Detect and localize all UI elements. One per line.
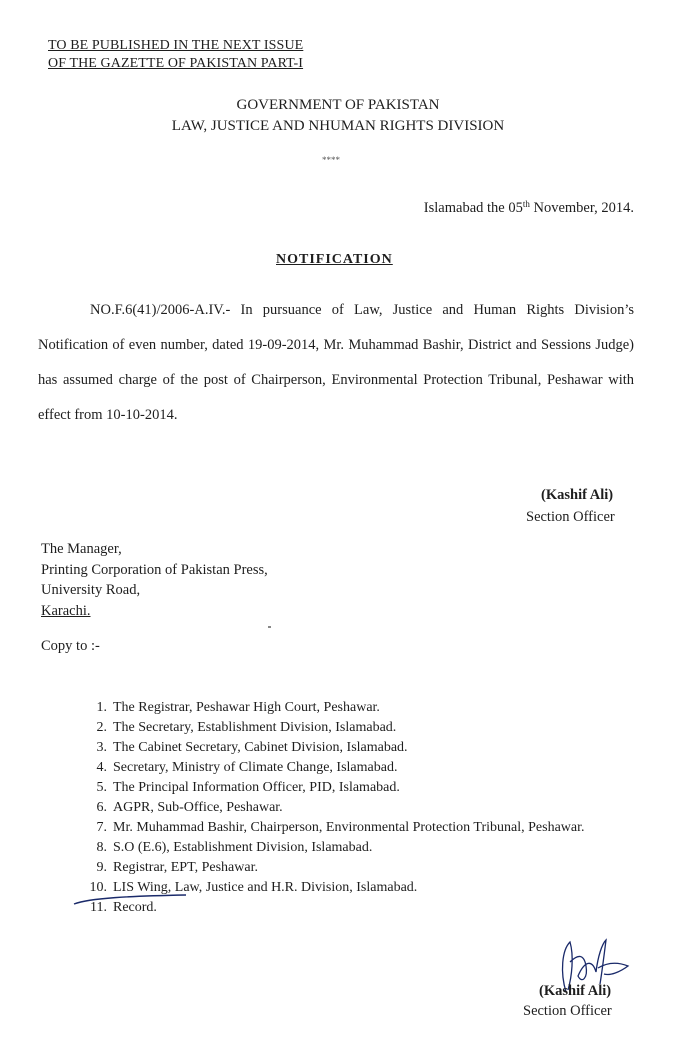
notification-text: In pursuance of Law, Justice and Human Rights Division’s Notification of even number, dated 19-09-2014, Mr. Muhammad Bashir, District and Sessions Judge) has assumed charge of the post of Chairperson, Environmental Protection Tribunal, Peshawar with effect from 10-10-2014. <box>38 302 634 423</box>
copy-list <box>86 698 638 918</box>
list-number: 11. <box>90 900 107 915</box>
list-number: 2. <box>96 720 107 735</box>
list-item <box>86 718 638 738</box>
signatory-name-top: (Kashif Ali) <box>541 487 614 503</box>
list-number: 6. <box>96 800 107 815</box>
list-number: 7. <box>96 820 107 835</box>
issue-date <box>424 199 634 217</box>
list-number: 3. <box>96 740 107 755</box>
list-text: The Cabinet Secretary, Cabinet Division, Islamabad. <box>113 740 408 755</box>
list-text: The Principal Information Officer, PID, Islamabad. <box>113 780 400 795</box>
separator-stars: **** <box>322 155 340 165</box>
list-item <box>86 738 638 758</box>
division-title: LAW, JUSTICE AND NHUMAN RIGHTS DIVISION <box>171 118 505 134</box>
signatory-title-top: Section Officer <box>526 509 615 525</box>
gazette-header-line2: OF THE GAZETTE OF PAKISTAN PART-I <box>48 56 304 71</box>
list-number: 10. <box>89 880 107 895</box>
list-number: 5. <box>96 780 107 795</box>
list-text: Record. <box>113 900 157 915</box>
notification-title: NOTIFICATION <box>276 252 393 267</box>
government-title: GOVERNMENT OF PAKISTAN <box>236 97 440 113</box>
list-item <box>86 698 638 718</box>
address-line: University Road, <box>41 582 141 598</box>
address-line: The Manager, <box>41 541 122 557</box>
list-text: The Secretary, Establishment Division, Islamabad. <box>113 720 397 735</box>
scan-speck <box>268 626 271 628</box>
list-item <box>86 818 638 838</box>
list-text: AGPR, Sub-Office, Peshawar. <box>113 800 283 815</box>
pen-underline-mark <box>70 892 190 908</box>
date-suffix: th <box>522 199 530 209</box>
notification-ref: NO.F.6(41)/2006-A.IV.- <box>90 302 231 318</box>
pen-stroke <box>74 895 186 904</box>
list-text: Registrar, EPT, Peshawar. <box>113 860 258 875</box>
list-text: Secretary, Ministry of Climate Change, Islamabad. <box>113 760 398 775</box>
list-text: The Registrar, Peshawar High Court, Peshawar. <box>113 700 380 715</box>
signatory-title-bottom: Section Officer <box>523 1003 612 1019</box>
address-line: Printing Corporation of Pakistan Press, <box>41 562 268 578</box>
list-item <box>86 798 638 818</box>
copy-to-label: Copy to :- <box>41 638 100 654</box>
list-number: 8. <box>96 840 107 855</box>
list-item <box>86 778 638 798</box>
list-number: 4. <box>96 760 107 775</box>
list-item <box>86 858 638 878</box>
signatory-name-bottom: (Kashif Ali) <box>539 983 612 999</box>
list-text: S.O (E.6), Establishment Division, Islamabad. <box>113 840 373 855</box>
list-text: LIS Wing, Law, Justice and H.R. Division, Islamabad. <box>113 880 418 895</box>
list-item <box>86 838 638 858</box>
date-prefix: Islamabad the 05 <box>423 200 523 216</box>
list-item <box>86 758 638 778</box>
notification-body <box>38 293 634 433</box>
list-number: 9. <box>96 860 107 875</box>
list-number: 1. <box>96 700 107 715</box>
date-rest: November, 2014. <box>529 200 634 216</box>
address-line: Karachi. <box>41 603 91 619</box>
list-text: Mr. Muhammad Bashir, Chairperson, Environmental Protection Tribunal, Peshawar. <box>113 820 585 835</box>
gazette-header-line1: TO BE PUBLISHED IN THE NEXT ISSUE <box>48 38 304 53</box>
